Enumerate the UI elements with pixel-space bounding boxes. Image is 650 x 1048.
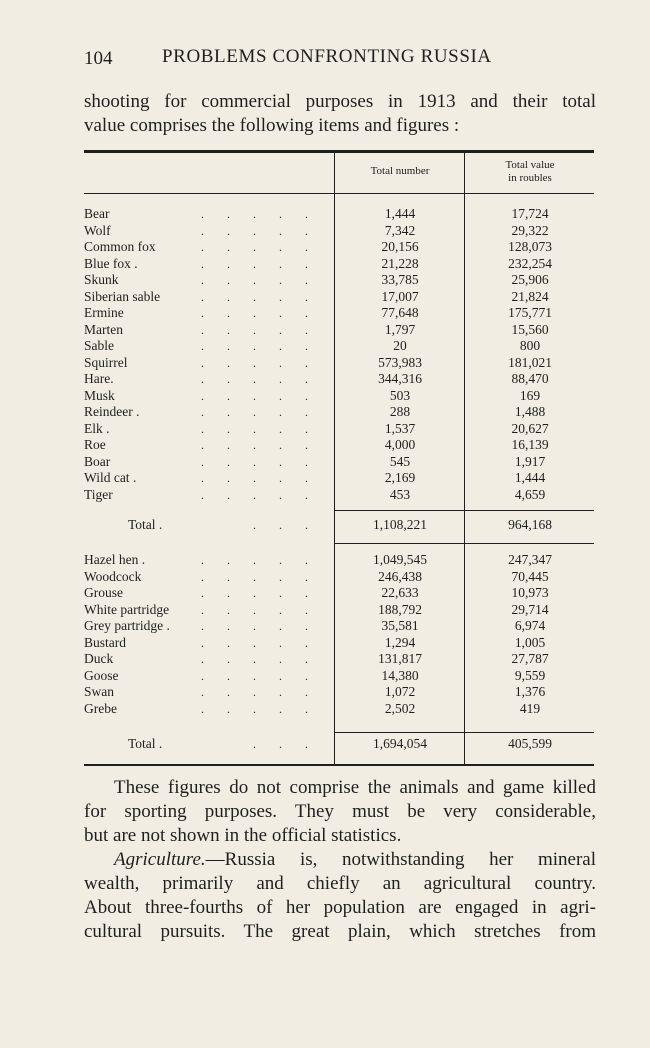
total-value-cell: 405,599 [508, 736, 552, 751]
total-number-cell: 1,444 [384, 206, 416, 221]
total-number-cell: 2,502 [384, 700, 416, 716]
total-value-cell: 419 [519, 700, 541, 716]
total-number-cell: 17,007 [381, 288, 419, 304]
total-number-cell: 7,342 [384, 222, 416, 238]
total-number-cell: 573,983 [378, 354, 422, 370]
total-value-cell: 169 [519, 387, 541, 403]
item-name: Siberian sable [84, 288, 161, 304]
table-row [84, 684, 594, 701]
total-row [84, 736, 594, 753]
dot-leader: . . . . . [201, 553, 318, 567]
table-row [84, 371, 594, 388]
total-number-cell: 453 [389, 486, 411, 502]
total-number-cell: 1,537 [384, 420, 416, 436]
dot-leader: . . . . . [201, 339, 318, 353]
total-value-cell: 6,974 [514, 618, 546, 633]
total-number-cell: 344,316 [378, 371, 422, 386]
dot-leader: . . . [253, 737, 318, 751]
total-number-cell: 545 [389, 453, 411, 469]
table-row [84, 487, 594, 504]
total-value-cell: 1,917 [514, 453, 546, 469]
dot-leader: . . . . . [201, 652, 318, 666]
total-number-cell: 14,380 [381, 667, 419, 683]
total-value-cell: 964,168 [508, 517, 552, 532]
table-row [84, 602, 594, 619]
total-number-cell: 1,072 [384, 684, 416, 699]
dot-leader: . . . . . [201, 701, 318, 716]
intro-paragraph [84, 90, 596, 138]
total-number-cell: 503 [389, 387, 411, 403]
total-number-cell: 77,648 [381, 305, 419, 320]
total-value-cell: 1,444 [514, 470, 546, 485]
body-line: wealth, primarily and chiefly an agricultural country. [84, 873, 596, 894]
total-number-cell: 33,785 [381, 272, 419, 287]
total-value-cell: 175,771 [508, 305, 552, 320]
table-row [84, 223, 594, 240]
total-number-cell: 1,797 [384, 321, 416, 337]
table-row [84, 470, 594, 487]
table-row [84, 206, 594, 223]
item-name: Duck [84, 651, 114, 666]
total-number-cell: 21,228 [381, 255, 419, 271]
item-name: Hare. [84, 371, 114, 386]
total-value-cell: 25,906 [511, 272, 549, 287]
total-value-cell: 15,560 [511, 321, 549, 337]
page-number: 104 [84, 48, 113, 69]
item-name: Blue fox . [84, 255, 138, 271]
table-row [84, 569, 594, 586]
body-text [84, 776, 596, 944]
section-heading-agriculture: Agriculture. [114, 849, 206, 870]
dot-leader: . . . . . [201, 207, 318, 221]
item-name: Bear [84, 206, 110, 221]
dot-leader: . . . . . [201, 355, 318, 370]
body-line: but are not shown in the official statistics. [84, 825, 402, 846]
item-name: Grey partridge . [84, 618, 170, 633]
total-value-cell: 88,470 [511, 371, 549, 386]
total-number-cell: 22,633 [381, 585, 419, 600]
total-value-cell: 9,559 [514, 667, 546, 683]
item-name: Woodcock [84, 568, 142, 584]
total-label: Total . [128, 736, 163, 751]
dot-leader: . . . . . [201, 273, 318, 287]
column-header-line: in roubles [508, 172, 552, 184]
subtotal-rule [334, 543, 594, 544]
total-value-cell: 70,445 [511, 568, 549, 584]
table-top-rule [84, 150, 594, 153]
total-value-cell: 4,659 [514, 486, 546, 502]
total-number-cell: 131,817 [378, 651, 422, 666]
dot-leader: . . . . . [201, 471, 318, 485]
total-number-cell: 4,000 [384, 437, 416, 452]
dot-leader: . . . . . [201, 569, 318, 584]
total-value-cell: 29,714 [511, 601, 549, 617]
table-row [84, 338, 594, 355]
total-value-cell: 20,627 [511, 420, 549, 436]
total-value-cell: 17,724 [511, 206, 549, 221]
total-number-cell: 1,049,545 [373, 552, 427, 567]
dot-leader: . . . . . [201, 223, 318, 238]
dot-leader: . . . . . [201, 487, 318, 502]
item-name: Tiger [84, 486, 113, 502]
table-row [84, 404, 594, 421]
total-value-cell: 247,347 [508, 552, 552, 567]
table-row [84, 585, 594, 602]
body-line-text: —Russia is, notwithstanding her mineral [205, 849, 596, 870]
dot-leader: . . . . . [201, 240, 318, 254]
dot-leader: . . . . . [201, 685, 318, 699]
table-row [84, 289, 594, 306]
item-name: Marten [84, 321, 123, 337]
item-name: Squirrel [84, 354, 128, 370]
table-row [84, 618, 594, 635]
item-name: White partridge [84, 601, 170, 617]
item-name: Musk [84, 387, 115, 403]
item-name: Roe [84, 437, 106, 452]
table-row [84, 239, 594, 256]
item-name: Reindeer . [84, 404, 140, 419]
dot-leader: . . . . . [201, 405, 318, 419]
dot-leader: . . . . . [201, 602, 318, 617]
total-number-cell: 20 [393, 338, 407, 353]
total-label: Total . [128, 517, 163, 532]
column-header-line: Total value [505, 159, 555, 171]
intro-line: shooting for commercial purposes in 1913 and their total [84, 91, 596, 112]
body-line: cultural pursuits. The great plain, which stretches from [84, 921, 596, 942]
dot-leader: . . . [253, 518, 318, 532]
dot-leader: . . . . . [201, 454, 318, 469]
total-number-cell: 20,156 [381, 239, 419, 254]
body-line: These figures do not comprise the animals and game killed [114, 777, 596, 798]
table-row [84, 305, 594, 322]
item-name: Hazel hen . [84, 552, 146, 567]
item-name: Wolf [84, 222, 111, 238]
total-value-cell: 800 [519, 338, 541, 353]
table-row [84, 388, 594, 405]
total-value-cell: 128,073 [508, 239, 552, 254]
table-row [84, 454, 594, 471]
item-name: Skunk [84, 272, 119, 287]
total-number-cell: 188,792 [378, 601, 422, 617]
table-row [84, 701, 594, 718]
dot-leader: . . . . . [201, 388, 318, 403]
total-number-cell: 1,294 [384, 634, 416, 650]
item-name: Grouse [84, 585, 123, 600]
item-name: Sable [84, 338, 114, 353]
total-number-cell: 35,581 [381, 618, 419, 633]
dot-leader: . . . . . [201, 289, 318, 304]
table-row [84, 651, 594, 668]
item-name: Goose [84, 667, 119, 683]
intro-line: value comprises the following items and figures : [84, 115, 460, 136]
total-number-cell: 2,169 [384, 470, 416, 485]
body-line: About three-fourths of her population are engaged in agri- [84, 897, 596, 918]
total-value-cell: 1,376 [514, 684, 546, 699]
body-line: for sporting purposes. They must be very considerable, [84, 801, 596, 822]
item-name: Bustard [84, 634, 126, 650]
table-row [84, 421, 594, 438]
total-value-cell: 181,021 [508, 354, 552, 370]
table-row [84, 552, 594, 569]
item-name: Wild cat . [84, 470, 137, 485]
table-row [84, 635, 594, 652]
table-header-rule [84, 193, 594, 194]
total-value-cell: 27,787 [511, 651, 549, 666]
dot-leader: . . . . . [201, 256, 318, 271]
subtotal-rule [334, 510, 594, 511]
fur-game-table [84, 150, 594, 765]
body-line [84, 848, 596, 872]
table-row [84, 355, 594, 372]
dot-leader: . . . . . [201, 635, 318, 650]
table-row [84, 437, 594, 454]
total-value-cell: 29,322 [511, 222, 549, 238]
item-name: Grebe [84, 700, 117, 716]
total-value-cell: 21,824 [511, 288, 549, 304]
item-name: Swan [84, 684, 114, 699]
total-value-cell: 16,139 [511, 437, 549, 452]
total-value-cell: 1,488 [514, 404, 546, 419]
column-header-total-value [466, 159, 594, 185]
total-value-cell: 1,005 [514, 634, 546, 650]
total-number-cell: 1,108,221 [373, 517, 427, 532]
total-value-cell: 10,973 [511, 585, 549, 600]
table-bottom-rule [84, 764, 594, 766]
total-number-cell: 1,694,054 [373, 736, 427, 751]
item-name: Elk . [84, 420, 110, 436]
total-value-cell: 232,254 [508, 255, 552, 271]
dot-leader: . . . . . [201, 586, 318, 600]
dot-leader: . . . . . [201, 438, 318, 452]
total-number-cell: 288 [389, 404, 411, 419]
item-name: Boar [84, 453, 111, 469]
column-header-line: Total number [370, 165, 430, 177]
dot-leader: . . . . . [201, 306, 318, 320]
dot-leader: . . . . . [201, 372, 318, 386]
column-header-total-number [336, 165, 464, 178]
dot-leader: . . . . . [201, 668, 318, 683]
dot-leader: . . . . . [201, 322, 318, 337]
total-number-cell: 246,438 [378, 568, 422, 584]
table-row [84, 668, 594, 685]
table-row [84, 272, 594, 289]
dot-leader: . . . . . [201, 619, 318, 633]
running-head: PROBLEMS CONFRONTING RUSSIA [162, 46, 492, 67]
total-row [84, 517, 594, 534]
dot-leader: . . . . . [201, 421, 318, 436]
table-row [84, 322, 594, 339]
subtotal-rule [334, 732, 594, 733]
table-row [84, 256, 594, 273]
item-name: Common fox [84, 239, 156, 254]
item-name: Ermine [84, 305, 124, 320]
